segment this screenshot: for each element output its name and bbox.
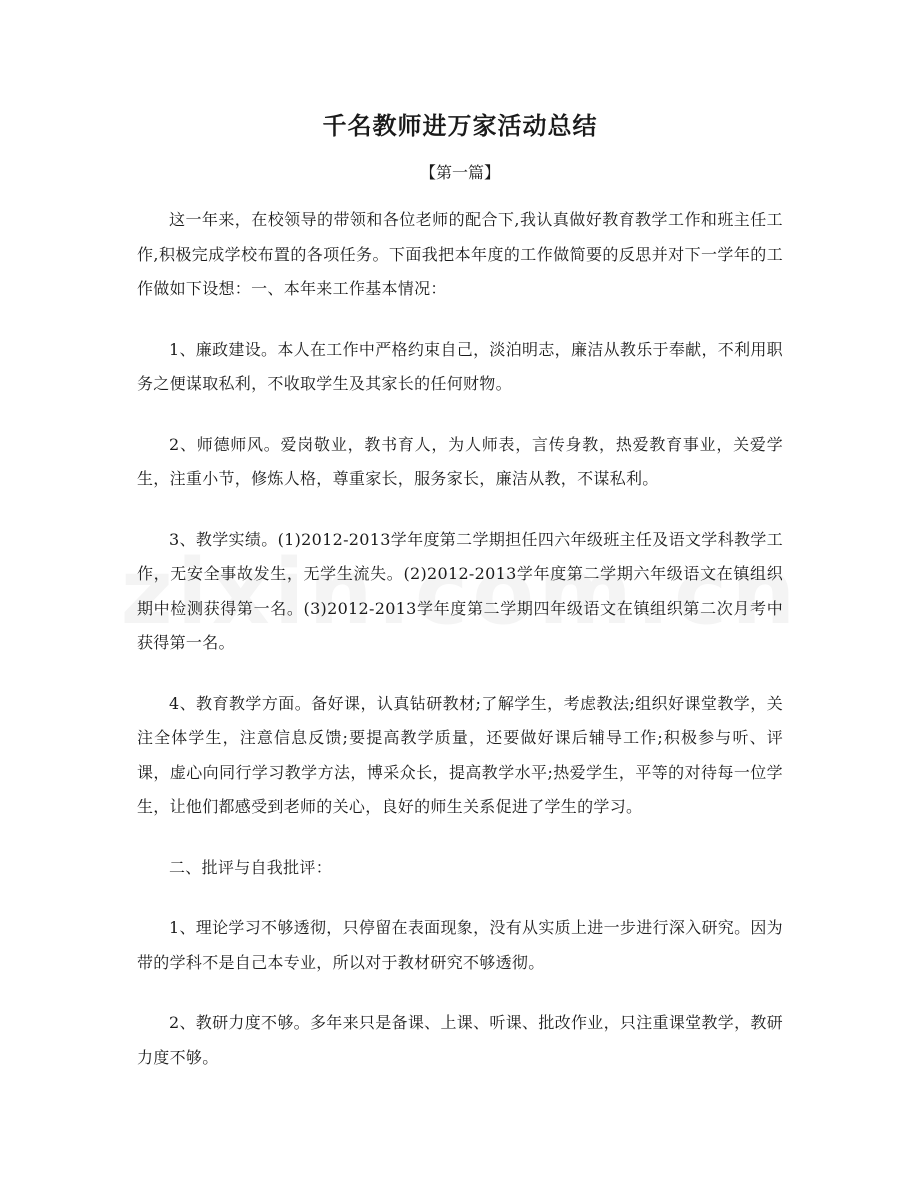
document-title: 千名教师进万家活动总结 [322, 112, 598, 140]
paragraph-ethics: 2、师德师风。爱岗敬业，教书育人，为人师表，言传身教，热爱教育事业，关爱学生，注重小节，修炼人格，尊重家长，服务家长，廉洁从教，不谋私利。 [137, 434, 783, 488]
paragraph-intro: 这一年来，在校领导的带领和各位老师的配合下,我认真做好教育教学工作和班主任工作,积极完成学校布置的各项任务。下面我把本年度的工作做简要的反思并对下一学年的工作做如下设想：一、本年来工作基本情况： [137, 210, 783, 298]
paragraph-critique-heading: 二、批评与自我批评： [169, 857, 333, 877]
paragraph-results: 3、教学实绩。(1)2012-2013学年度第二学期担任四六年级班主任及语文学科教学工作，无安全事故发生，无学生流失。(2)2012-2013学年度第二学期六年级语文在镇组织期中检测获得第一名。(3)2012-2013学年度第二学期四年级语文在镇组织第二次月考中获得第一名。 [137, 529, 783, 652]
document-body [137, 203, 783, 1101]
paragraph-teaching: 4、教育教学方面。备好课，认真钻研教材;了解学生，考虑教法;组织好课堂教学，关注全体学生，注意信息反馈;要提高教学质量，还要做好课后辅导工作;积极参与听、评课，虚心向同行学习教学方法，博采众长，提高教学水平;热爱学生，平等的对待每一位学生，让他们都感受到老师的关心，良好的师生关系促进了学生的学习。 [137, 693, 783, 816]
paragraph-theory: 1、理论学习不够透彻，只停留在表面现象，没有从实质上进一步进行深入研究。因为带的学科不是自己本专业，所以对于教材研究不够透彻。 [137, 918, 783, 972]
section-heading: 【第一篇】 [419, 163, 500, 182]
paragraph-integrity: 1、廉政建设。本人在工作中严格约束自己，淡泊明志，廉洁从教乐于奉献，不利用职务之便谋取私利，不收取学生及其家长的任何财物。 [137, 339, 783, 393]
paragraph-research: 2、教研力度不够。多年来只是备课、上课、听课、批改作业，只注重课堂教学，教研力度不够。 [137, 1013, 783, 1067]
